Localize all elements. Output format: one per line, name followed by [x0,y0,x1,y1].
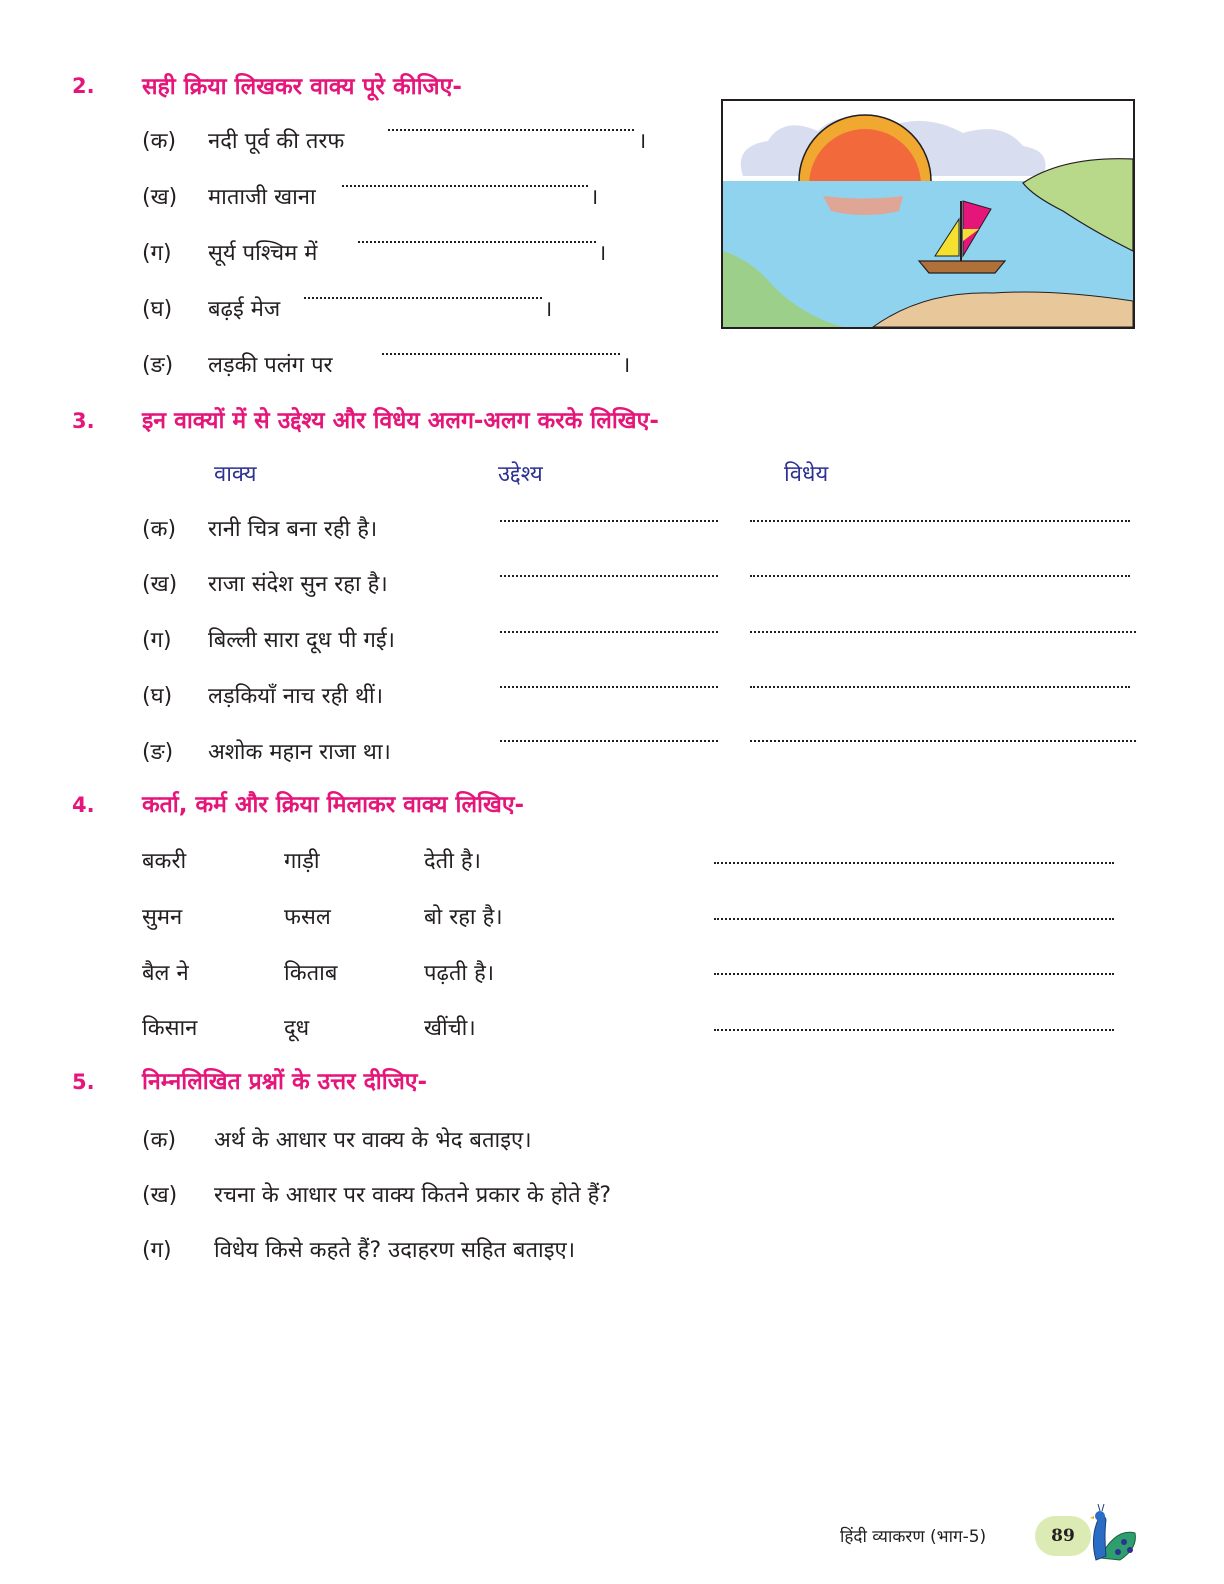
karta-cell: सुमन [142,905,183,930]
sunset-boat-drawing [723,101,1133,327]
q2-item-text: माताजी खाना [208,185,316,210]
question-4-heading: कर्ता, कर्म और क्रिया मिलाकर वाक्य लिखिए- [142,792,525,818]
sunset-boat-illustration [721,99,1135,329]
q3-item-label: (ङ) [142,740,174,765]
column-header-vidheya: विधेय [784,462,829,487]
q2-item-label: (घ) [142,297,173,322]
boat-hull [919,261,1005,273]
q3-item-text: अशोक महान राजा था। [208,740,391,765]
page-number: 89 [1051,1526,1075,1546]
karta-cell: किसान [142,1016,198,1041]
q3-item-text: बिल्ली सारा दूध पी गई। [208,628,395,653]
q3-item-text: लड़कियाँ नाच रही थीं। [208,684,384,709]
q3-item-text: रानी चित्र बना रही है। [208,517,378,542]
vidheya-answer-line[interactable] [750,686,1130,688]
vidheya-answer-line[interactable] [750,520,1130,522]
kriya-cell: खींची। [424,1016,476,1041]
column-header-vakya: वाक्य [214,462,257,487]
sentence-answer-line[interactable] [714,973,1114,975]
q3-item-label: (क) [142,517,177,542]
question-2-heading: सही क्रिया लिखकर वाक्य पूरे कीजिए- [142,74,462,100]
question-3-heading: इन वाक्यों में से उद्देश्य और विधेय अलग-अलग करके लिखिए- [142,408,659,434]
sentence-answer-line[interactable] [714,918,1114,920]
karm-cell: किताब [284,961,338,986]
answer-line[interactable] [382,353,620,355]
question-5-heading: निम्नलिखित प्रश्नों के उत्तर दीजिए- [142,1069,428,1095]
q2-item-text: नदी पूर्व की तरफ [208,129,345,154]
sentence-answer-line[interactable] [714,1029,1114,1031]
q2-item-label: (ङ) [142,353,174,378]
question-4-number: 4. [72,793,95,817]
karta-cell: बकरी [142,849,187,874]
q2-item-label: (क) [142,129,177,154]
q5-item-text: विधेय किसे कहते हैं? उदाहरण सहित बताइए। [214,1238,576,1263]
q2-item-end: । [638,129,647,154]
peacock-icon [1080,1498,1140,1568]
q5-item-text: अर्थ के आधार पर वाक्य के भेद बताइए। [214,1128,532,1153]
q2-item-end: । [590,185,599,210]
uddeshya-answer-line[interactable] [500,740,718,742]
answer-line[interactable] [388,129,634,131]
answer-line[interactable] [358,241,596,243]
uddeshya-answer-line[interactable] [500,631,718,633]
q5-item-text: रचना के आधार पर वाक्य कितने प्रकार के होते हैं? [214,1183,612,1208]
kriya-cell: बो रहा है। [424,905,503,930]
vidheya-answer-line[interactable] [750,631,1136,633]
uddeshya-answer-line[interactable] [500,575,718,577]
column-header-uddeshya: उद्देश्य [498,462,543,487]
uddeshya-answer-line[interactable] [500,520,718,522]
uddeshya-answer-line[interactable] [500,686,718,688]
answer-line[interactable] [304,297,542,299]
question-5-number: 5. [72,1070,95,1094]
q3-item-label: (ग) [142,628,172,653]
sentence-answer-line[interactable] [714,862,1114,864]
karm-cell: गाड़ी [284,849,320,874]
vidheya-answer-line[interactable] [750,740,1136,742]
kriya-cell: देती है। [424,849,481,874]
kriya-cell: पढ़ती है। [424,961,495,986]
vidheya-answer-line[interactable] [750,575,1130,577]
karm-cell: दूध [284,1016,310,1041]
q5-item-label: (ख) [142,1183,178,1208]
q5-item-label: (ग) [142,1238,172,1263]
question-2-number: 2. [72,74,95,98]
footer-book-title: हिंदी व्याकरण (भाग-5) [840,1527,987,1547]
q3-item-label: (घ) [142,684,173,709]
q2-item-text: बढ़ई मेज [208,297,281,322]
q2-item-label: (ग) [142,241,172,266]
question-3-number: 3. [72,409,95,433]
q5-item-label: (क) [142,1128,177,1153]
q2-item-text: सूर्य पश्चिम में [208,241,318,266]
q3-item-label: (ख) [142,572,178,597]
q2-item-end: । [622,353,631,378]
q2-item-text: लड़की पलंग पर [208,353,333,378]
answer-line[interactable] [342,185,588,187]
q3-item-text: राजा संदेश सुन रहा है। [208,572,388,597]
q2-item-end: । [544,297,553,322]
q2-item-end: । [598,241,607,266]
karm-cell: फसल [284,905,331,930]
q2-item-label: (ख) [142,185,178,210]
karta-cell: बैल ने [142,961,189,986]
